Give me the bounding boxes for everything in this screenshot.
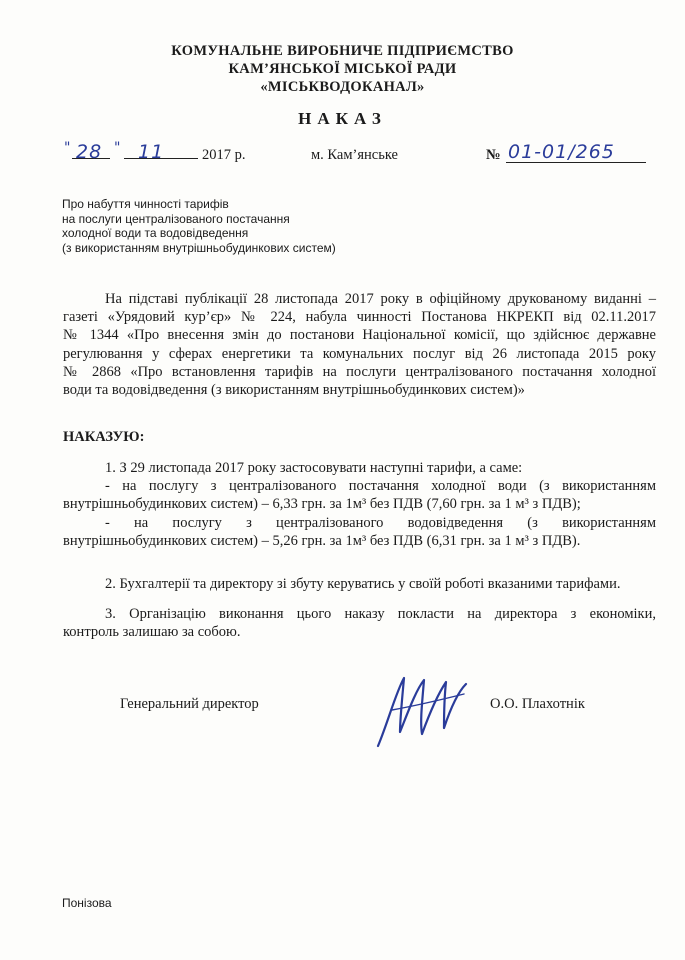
executor-name: Понізова [62,896,112,910]
signatory-name: О.О. Плахотнік [490,696,585,712]
order-date [62,140,312,166]
preamble-line: № 1344 «Про внесення змін до постанови Національної комісії, що здійснює державне [63,327,656,344]
number-sign: № [486,147,501,163]
document-title: НАКАЗ [298,109,387,128]
number-value: 01-01/265 [508,141,615,163]
preamble-line: регулювання у сферах енергетики та комунальних послуг від 26 листопада 2015 року [63,345,656,362]
subject-block [62,197,336,255]
item-1-sub-a-line-2: внутрішньобудинкових систем) – 6,33 грн. за 1м³ без ПДВ (7,60 грн. за 1 м³ з ПДВ); [63,496,581,513]
date-year: 2017 р. [202,147,246,163]
signatory-position: Генеральний директор [120,696,259,712]
subject-line: (з використанням внутрішньобудинкових систем) [62,240,336,255]
order-heading: НАКАЗУЮ: [63,429,145,445]
item-2: 2. Бухгалтерії та директору зі збуту керуватись у своїй роботі вказаними тарифами. [105,576,621,592]
item-3-line-2: контроль залишаю за собою. [63,624,241,641]
date-day: 28 [76,141,103,163]
org-name-line-1: КОМУНАЛЬНЕ ВИРОБНИЧЕ ПІДПРИЄМСТВО [171,43,514,59]
preamble-line: газеті «Урядовий кур’єр» № 224, набула чинності Постанова НКРЕКП від 02.11.2017 [63,309,656,326]
item-1-sub-a-line-1: - на послугу з централізованого постачання холодної води (з використанням [105,478,656,495]
item-1: 1. З 29 листопада 2017 року застосовувати наступні тарифи, а саме: [105,460,523,476]
item-3-line-1: 3. Організацію виконання цього наказу покласти на директора з економіки, [105,606,656,622]
date-open-quote: " [64,140,72,156]
item-1-sub-b-line-2: внутрішньобудинкових систем) – 5,26 грн. за 1м³ без ПДВ (6,31 грн. за 1 м³ з ПДВ). [63,532,581,549]
date-close-quote: " [114,140,122,156]
order-items [63,459,656,550]
subject-line: Про набуття чинності тарифів [62,197,229,211]
subject-line: на послуги централізованого постачання [62,211,290,226]
order-number [486,140,656,166]
preamble-line: води та водовідведення (з використанням внутрішньобудинкових систем)» [63,382,525,399]
preamble-line: № 2868 «Про встановлення тарифів на послуги централізованого постачання холодної [63,363,656,380]
city: м. Кам’янське [311,147,398,163]
item-1-sub-b-line-1: - на послугу з централізованого водовідведення (з використанням [105,514,656,531]
org-name-line-2: КАМ’ЯНСЬКОЇ МІСЬКОЇ РАДИ [228,61,457,77]
preamble [63,290,656,399]
subject-line: холодної води та водовідведення [62,226,249,240]
preamble-line: На підставі публікації 28 листопада 2017 року в офіційному друкованому виданні – [105,291,656,307]
item-3 [63,605,656,641]
org-name-line-3: «МІСЬКВОДОКАНАЛ» [260,79,425,95]
date-month: 11 [138,141,165,163]
handwritten-signature [374,670,474,750]
